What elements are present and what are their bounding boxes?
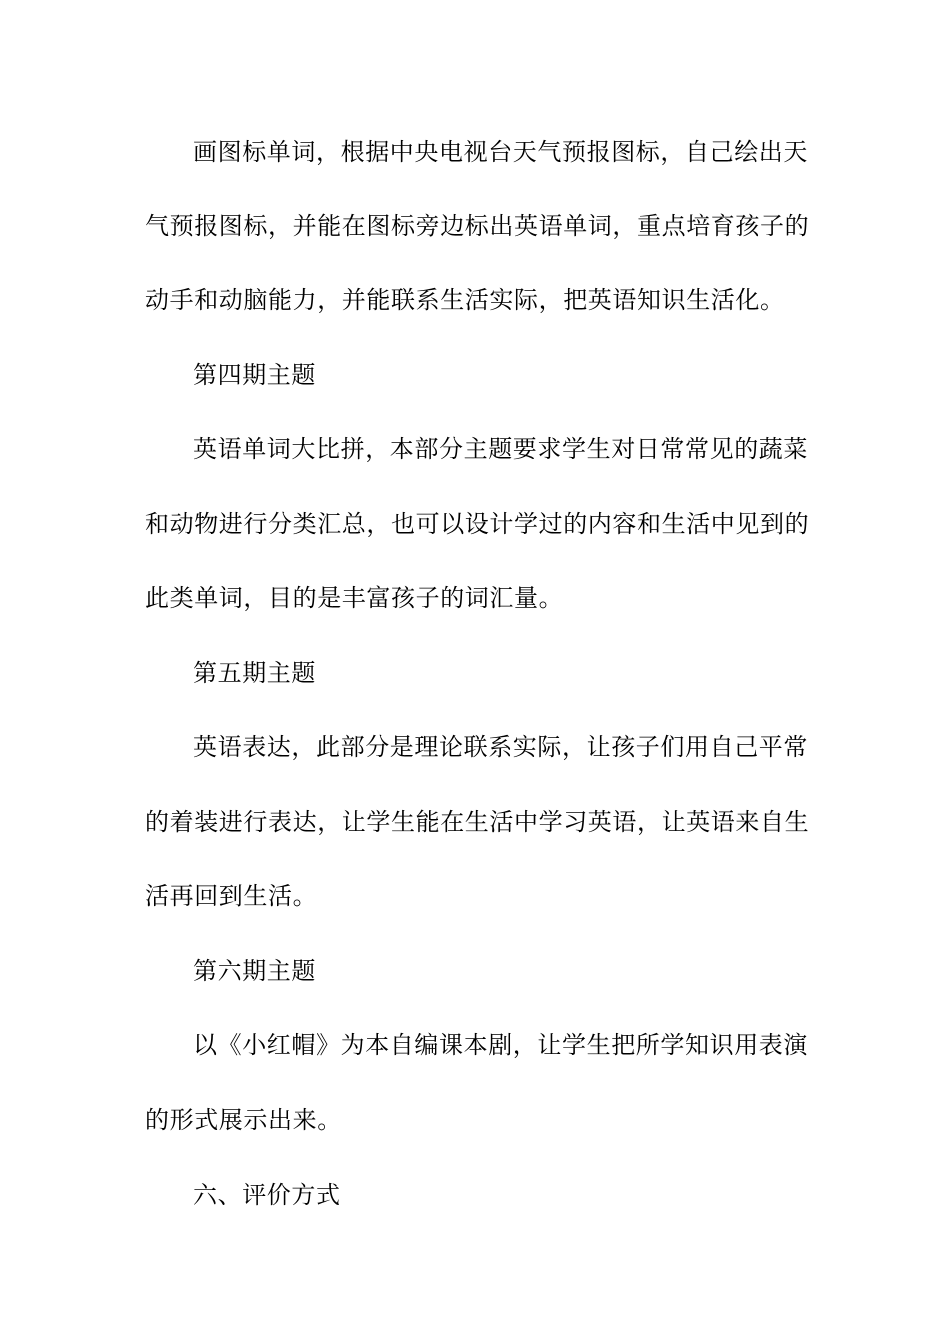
paragraph-line: 气预报图标，并能在图标旁边标出英语单词，重点培育孩子的 — [145, 212, 810, 240]
section-heading: 第六期主题 — [193, 957, 316, 985]
section-heading: 第五期主题 — [193, 659, 316, 687]
paragraph-line: 此类单词，目的是丰富孩子的词汇量。 — [145, 584, 564, 612]
paragraph-line: 英语单词大比拼，本部分主题要求学生对日常常见的蔬菜 — [193, 435, 808, 463]
paragraph-line: 的着装进行表达，让学生能在生活中学习英语，让英语来自生 — [145, 808, 810, 836]
paragraph-line: 动手和动脑能力，并能联系生活实际，把英语知识生活化。 — [145, 286, 785, 314]
paragraph-line: 英语表达，此部分是理论联系实际，让孩子们用自己平常 — [193, 733, 808, 761]
section-heading: 六、评价方式 — [193, 1181, 341, 1209]
paragraph-line: 和动物进行分类汇总，也可以设计学过的内容和生活中见到的 — [145, 510, 810, 538]
paragraph-line: 活再回到生活。 — [145, 882, 318, 910]
paragraph-line: 画图标单词，根据中央电视台天气预报图标，自己绘出天 — [193, 138, 808, 166]
paragraph-line: 的形式展示出来。 — [145, 1106, 342, 1134]
section-heading: 第四期主题 — [193, 361, 316, 389]
paragraph-line: 以《小红帽》为本自编课本剧，让学生把所学知识用表演 — [193, 1031, 808, 1059]
